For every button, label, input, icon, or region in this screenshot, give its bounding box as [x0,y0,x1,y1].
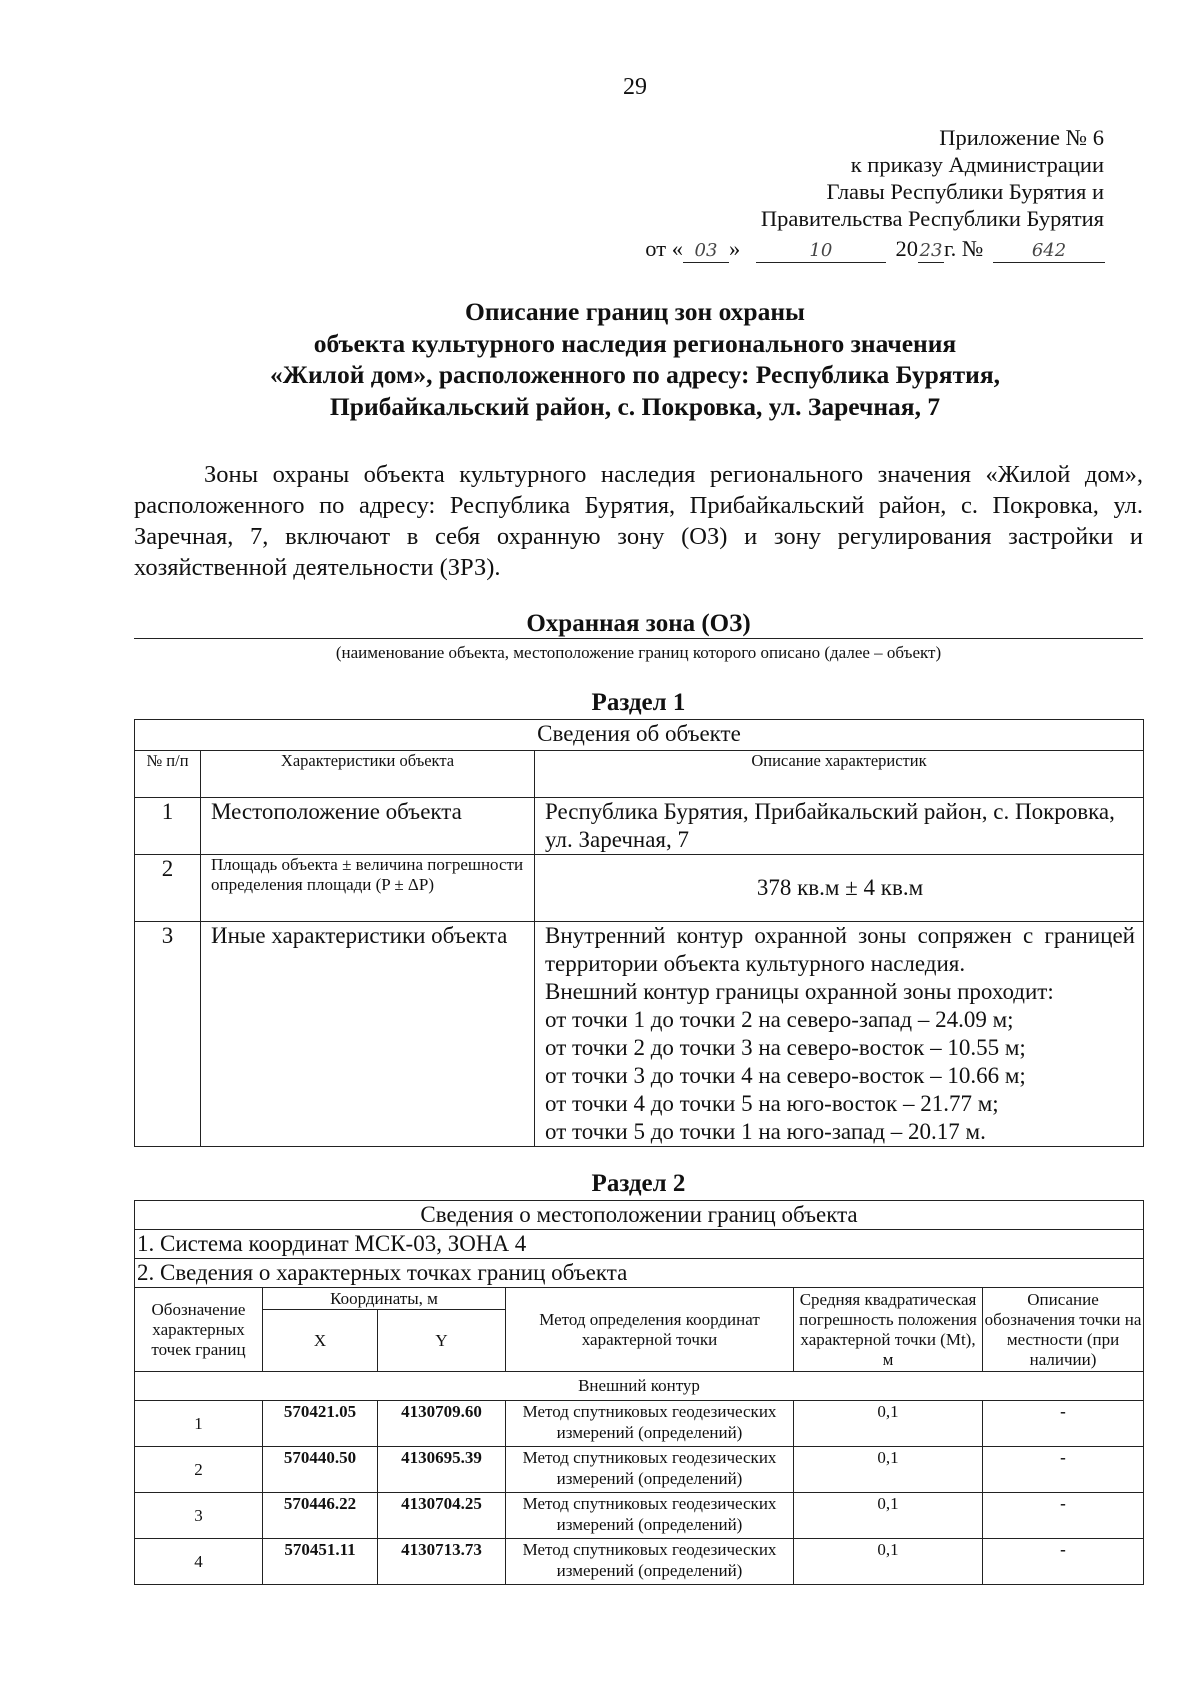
boundary-points-table [134,1200,1144,1585]
point-x: 570446.22 [263,1493,378,1539]
section-1-title: Раздел 1 [591,689,686,716]
handwritten-number: 642 [993,240,1105,263]
intro-paragraph: Зоны охраны объекта культурного наследия регионального значения «Жилой дом», расположенного по адресу: Республика Бурятия, Прибайкальский район, с. Покровка, ул. Заречная, 7, включают в себя охранную зону (ОЗ) и зону регулирования застройки и хозяйственной деятельности (ЗРЗ). [134,461,1143,581]
value-line: Внутренний контур охранной зоны сопряжен с границей территории объекта культурного наследия. [545,923,1135,976]
number-prefix: г. № [943,236,984,261]
row-value: 378 кв.м ± 4 кв.м [535,855,1144,922]
point-precision: 0,1 [794,1401,983,1447]
row-value [535,922,1144,1147]
row-number: 1 [135,798,201,855]
point-precision: 0,1 [794,1447,983,1493]
appendix-block [761,124,1104,232]
table-header: Сведения об объекте [135,720,1144,751]
appendix-line: к приказу Администрации [850,152,1104,177]
table-row [135,798,1144,855]
point-description: - [983,1493,1144,1539]
value-line: от точки 5 до точки 1 на юго-запад – 20.17 м. [545,1119,986,1144]
col-description-header: Описание характеристик [535,751,1144,798]
point-x: 570451.11 [263,1539,378,1585]
point-method: Метод спутниковых геодезических измерений (определений) [506,1539,794,1585]
year-prefix: 20 [895,236,918,261]
section-2-title: Раздел 2 [591,1170,686,1197]
row-number: 3 [135,922,201,1147]
value-line: от точки 2 до точки 3 на северо-восток – 10.55 м; [545,1035,1026,1060]
table-row [135,1539,1144,1585]
point-description: - [983,1401,1144,1447]
col-point-header: Обозначение характерных точек границ [135,1288,263,1372]
point-description: - [983,1539,1144,1585]
value-line: Внешний контур границы охранной зоны проходит: [545,979,1054,1004]
row-name: Площадь объекта ± величина погрешности определения площади (P ± ΔP) [201,855,535,922]
col-x-header: X [263,1310,378,1372]
row-number: 2 [135,855,201,922]
table-row [135,1493,1144,1539]
col-y-header: Y [378,1310,506,1372]
page-number: 29 [623,74,647,100]
order-date-line [645,236,1105,263]
object-info-table [134,719,1144,1147]
document-title [0,296,1200,422]
point-id: 1 [135,1401,263,1447]
col-description-header: Описание обозначения точки на местности (при наличии) [983,1288,1144,1372]
value-line: от точки 4 до точки 5 на юго-восток – 21.77 м; [545,1091,999,1116]
contour-label: Внешний контур [135,1372,1144,1401]
row-name: Иные характеристики объекта [201,922,535,1147]
point-y: 4130704.25 [378,1493,506,1539]
table-header: Сведения о местоположении границ объекта [135,1201,1144,1230]
appendix-line: Главы Республики Бурятия и [826,179,1104,204]
point-precision: 0,1 [794,1493,983,1539]
row-name: Местоположение объекта [201,798,535,855]
point-id: 2 [135,1447,263,1493]
zone-caption: (наименование объекта, местоположение границ которого описано (далее – объект) [335,643,942,662]
col-number-header: № п/п [135,751,201,798]
title-line: объекта культурного наследия регионального значения [313,328,957,358]
col-coords-header: Координаты, м [263,1288,506,1310]
point-precision: 0,1 [794,1539,983,1585]
point-method: Метод спутниковых геодезических измерений (определений) [506,1493,794,1539]
handwritten-day: 03 [683,240,729,263]
col-precision-header: Средняя квадратическая погрешность положения характерной точки (Mt), м [794,1288,983,1372]
point-id: 4 [135,1539,263,1585]
date-mid: » [728,236,741,261]
point-y: 4130713.73 [378,1539,506,1585]
point-x: 570421.05 [263,1401,378,1447]
handwritten-month: 10 [756,240,886,263]
handwritten-year: 23 [919,240,943,261]
value-line: от точки 1 до точки 2 на северо-запад – 24.09 м; [545,1007,1014,1032]
point-description: - [983,1447,1144,1493]
point-id: 3 [135,1493,263,1539]
table-row [135,1447,1144,1493]
point-method: Метод спутниковых геодезических измерений (определений) [506,1447,794,1493]
date-prefix: от « [645,236,683,261]
appendix-line: Правительства Республики Бурятия [760,206,1104,231]
table-row [135,1401,1144,1447]
title-line: Прибайкальский район, с. Покровка, ул. Заречная, 7 [329,391,941,421]
appendix-line: Приложение № 6 [939,125,1104,150]
zone-heading: Охранная зона (ОЗ) [134,609,1143,639]
point-y: 4130695.39 [378,1447,506,1493]
table-row [135,922,1144,1147]
col-method-header: Метод определения координат характерной точки [506,1288,794,1372]
value-line: от точки 3 до точки 4 на северо-восток – 10.66 м; [545,1063,1026,1088]
points-header: 2. Сведения о характерных точках границ объекта [135,1259,1144,1288]
row-value: Республика Бурятия, Прибайкальский район, с. Покровка, ул. Заречная, 7 [535,798,1144,855]
point-x: 570440.50 [263,1447,378,1493]
point-y: 4130709.60 [378,1401,506,1447]
coordinate-system: 1. Система координат МСК-03, ЗОНА 4 [135,1230,1144,1259]
table-row [135,855,1144,922]
point-method: Метод спутниковых геодезических измерений (определений) [506,1401,794,1447]
title-line: «Жилой дом», расположенного по адресу: Республика Бурятия, [270,360,1000,389]
col-characteristics-header: Характеристики объекта [201,751,535,798]
title-line: Описание границ зон охраны [465,297,805,326]
